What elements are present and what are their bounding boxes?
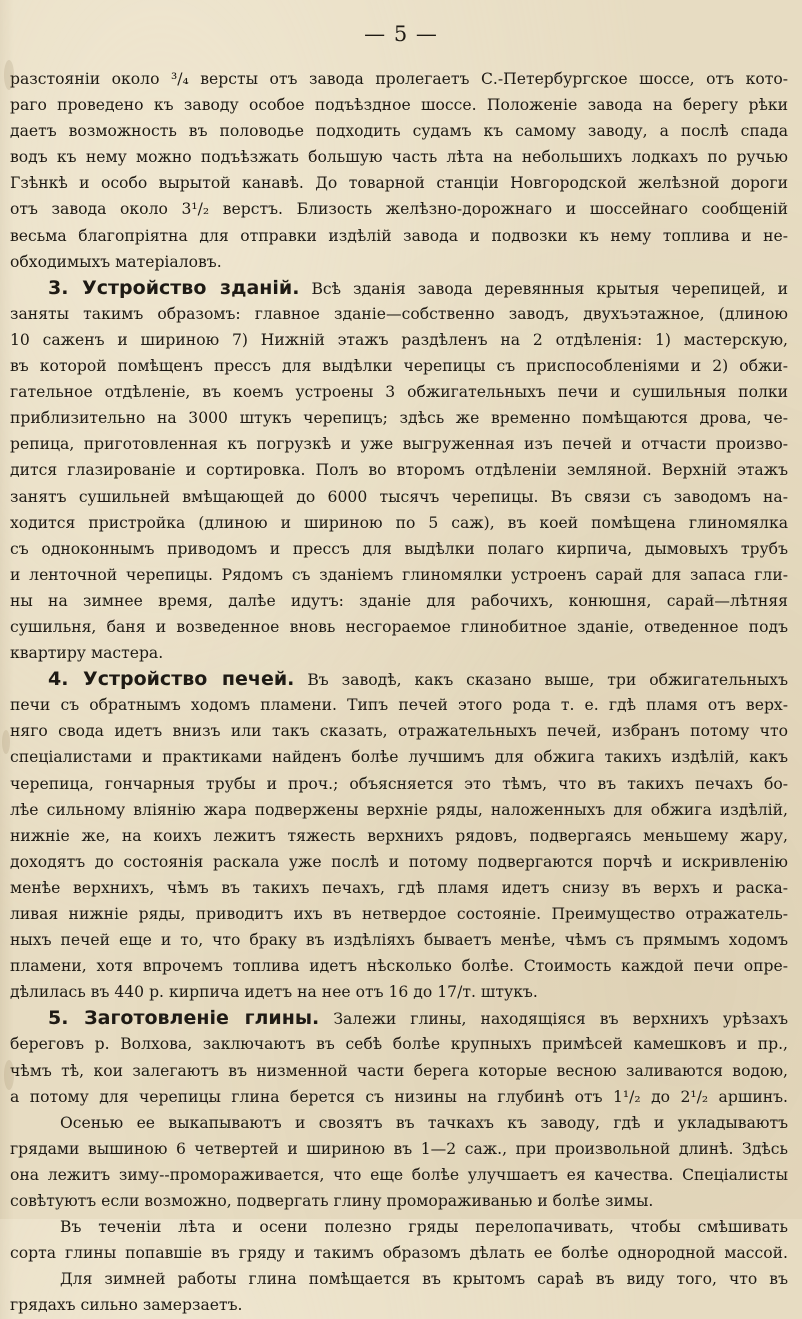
text-line: доходятъ до состоянія раскала уже послѣ и потому подвергаются порчѣ и искривленію bbox=[10, 852, 788, 871]
text-line: грядами вышиною 6 четвертей и шириною въ 1—2 саж., при произвольной длинѣ. Здѣсь bbox=[10, 1139, 788, 1158]
text-line: ходится пристройка (длиною и шириною по 5 саж), въ коей помѣщена глиномялка bbox=[10, 513, 788, 532]
text-line: береговъ р. Волхова, заключаютъ въ себѣ болѣе крупныхъ примѣсей камешковъ и пр., bbox=[10, 1035, 788, 1054]
text-line: Для зимней работы глина помѣщается въ крытомъ сараѣ въ виду того, что въ bbox=[60, 1270, 788, 1289]
text-line: квартиру мастера. bbox=[10, 644, 164, 663]
text-line: заняты такимъ образомъ: главное зданіе—собственно заводъ, двухъэтажное, (длиною bbox=[10, 304, 788, 323]
paper-stain bbox=[4, 60, 14, 90]
text-line: раго проведено къ заводу особое подъѣздное шоссе. Положеніе завода на берегу рѣки bbox=[10, 96, 788, 115]
text-line: печи съ обратнымъ ходомъ пламени. Типъ печей этого рода т. е. гдѣ пламя отъ верх- bbox=[10, 696, 788, 715]
text-line: дѣлилась въ 440 р. кирпича идетъ на нее отъ 16 до 17/т. штукъ. bbox=[10, 983, 538, 1002]
section-5-lead-text: Залежи глины, находящіяся въ верхнихъ урѣзахъ bbox=[333, 1010, 788, 1029]
text-line: Гзѣнкѣ и особо вырытой канавѣ. До товарной станціи Новгородской желѣзной дороги bbox=[10, 174, 788, 193]
text-line: репица, приготовленная къ погрузкѣ и уже выгруженная изъ печей и отчасти произво- bbox=[10, 435, 788, 454]
text-line: ныхъ печей еще и то, что браку въ издѣліяхъ бываетъ менѣе, чѣмъ съ прямымъ ходомъ bbox=[10, 931, 788, 950]
section-3-lead-text: Всѣ зданія завода деревянныя крытыя черепицей, и bbox=[311, 279, 788, 298]
text-line: пламени, хотя впрочемъ топлива идетъ нѣсколько болѣе. Стоимость каждой печи опре- bbox=[10, 957, 788, 976]
text-line: отъ завода около 3¹/₂ верстъ. Близость желѣзно-дорожнаго и шоссейнаго сообщеній bbox=[10, 200, 788, 219]
paper-stain bbox=[4, 1060, 14, 1090]
section-5-first-line bbox=[10, 1005, 788, 1031]
text-line: дится глазированіе и сортировка. Полъ во второмъ отдѣленіи земляной. Верхній этажъ bbox=[10, 461, 788, 480]
text-line: чѣмъ тѣ, кои залегаютъ въ низменной части берега которые весною заливаются водою, bbox=[10, 1061, 788, 1080]
text-line: ны на зимнее время, далѣе идутъ: зданіе для рабочихъ, конюшня, сарай—лѣтняя bbox=[10, 591, 788, 610]
text-line: 10 саженъ и шириною 7) Нижній этажъ раздѣленъ на 2 отдѣленія: 1) мастерскую, bbox=[10, 330, 788, 349]
text-line: нижніе же, на коихъ лежитъ тяжесть верхнихъ рядовъ, подвергаясь меньшему жару, bbox=[10, 826, 788, 845]
section-3-heading: 3. Устройство зданій. bbox=[48, 276, 300, 299]
text-line: няго свода идетъ внизъ или такъ сказать, отражательныхъ печей, избранъ потому что bbox=[10, 722, 788, 741]
text-line: водъ къ нему можно подъѣзжать большую часть лѣта на небольшихъ лодкахъ по ручью bbox=[10, 148, 788, 167]
text-line: она лежитъ зиму--промораживается, что еще болѣе улучшаетъ ея качества. Спеціалисты bbox=[10, 1165, 788, 1184]
text-line: обходимыхъ матеріаловъ. bbox=[10, 252, 222, 271]
text-line: весьма благопріятна для отправки издѣлій завода и подвозки къ нему топлива и не- bbox=[10, 226, 788, 245]
text-line: даетъ возможность въ половодье подходить судамъ къ самому заводу, а послѣ спада bbox=[10, 122, 788, 141]
text-line: приблизительно на 3000 штукъ черепицъ; здѣсь же временно помѣщаются дрова, че- bbox=[10, 409, 788, 428]
text-line: сушильня, баня и возведенное вновь несгораемое глинобитное зданіе, отведенное подъ bbox=[10, 617, 788, 636]
text-line: черепица, гончарныя трубы и проч.; объясняется это тѣмъ, что въ такихъ печахъ бо- bbox=[10, 774, 788, 793]
section-5-heading: 5. Заготовленіе глины. bbox=[48, 1007, 320, 1030]
text-line: ливая нижніе ряды, приводитъ ихъ въ нетвердое состояніе. Преимущество отражатель- bbox=[10, 905, 788, 923]
text-line: а потому для черепицы глина берется съ низины на глубинѣ отъ 1¹/₂ до 2¹/₂ аршинъ. bbox=[10, 1087, 788, 1106]
text-line: совѣтуютъ если возможно, подвергать глину промораживанью и болѣе зимы. bbox=[10, 1192, 654, 1211]
text-line: Осенью ее выкапываютъ и свозятъ въ тачкахъ къ заводу, гдѣ и укладываютъ bbox=[60, 1113, 788, 1132]
body-text bbox=[10, 66, 788, 1319]
text-line: съ одноконнымъ приводомъ и прессъ для выдѣлки полаго кирпича, дымовыхъ трубъ bbox=[10, 539, 788, 558]
section-3-first-line bbox=[10, 275, 788, 301]
text-line: гательное отдѣленіе, въ коемъ устроены 3 обжигательныхъ печи и сушильныя полки bbox=[10, 383, 788, 402]
text-line: сорта глины попавшіе въ гряду и такимъ образомъ дѣлать ее болѣе однородной массой. bbox=[10, 1244, 788, 1263]
text-line: Въ теченіи лѣта и осени полезно гряды перелопачивать, чтобы смѣшивать bbox=[60, 1218, 788, 1237]
section-4-first-line bbox=[10, 666, 788, 692]
text-line: менѣе верхнихъ, чѣмъ въ такихъ печахъ, гдѣ пламя идетъ снизу въ верхъ и раска- bbox=[10, 878, 788, 897]
text-line: лѣе сильному вліянію жара подвержены верхніе ряды, наложенныхъ для обжига издѣлій, bbox=[10, 800, 788, 819]
text-line: занятъ сушильней вмѣщающей до 6000 тысячъ черепицы. Въ связи съ заводомъ на- bbox=[10, 487, 788, 506]
text-line: спеціалистами и практиками найденъ болѣе лучшимъ для обжига такихъ издѣлій, какъ bbox=[10, 748, 788, 767]
paper-stain bbox=[2, 730, 10, 754]
text-line: грядахъ сильно замерзаетъ. bbox=[10, 1296, 243, 1315]
text-line: и ленточной черепицы. Рядомъ съ зданіемъ глиномялки устроенъ сарай для запаса гли- bbox=[10, 565, 788, 584]
section-4-heading: 4. Устройство печей. bbox=[48, 668, 295, 691]
text-line: разстояніи около ³/₄ версты отъ завода пролегаетъ С.-Петербургское шоссе, отъ кото- bbox=[10, 70, 788, 88]
section-4-lead-text: Въ заводѣ, какъ сказано выше, три обжигательныхъ bbox=[307, 671, 788, 690]
text-line: въ которой помѣщенъ прессъ для выдѣлки черепицы съ приспособленіями и 2) обжи- bbox=[10, 357, 788, 376]
page-number: — 5 — bbox=[364, 22, 438, 46]
